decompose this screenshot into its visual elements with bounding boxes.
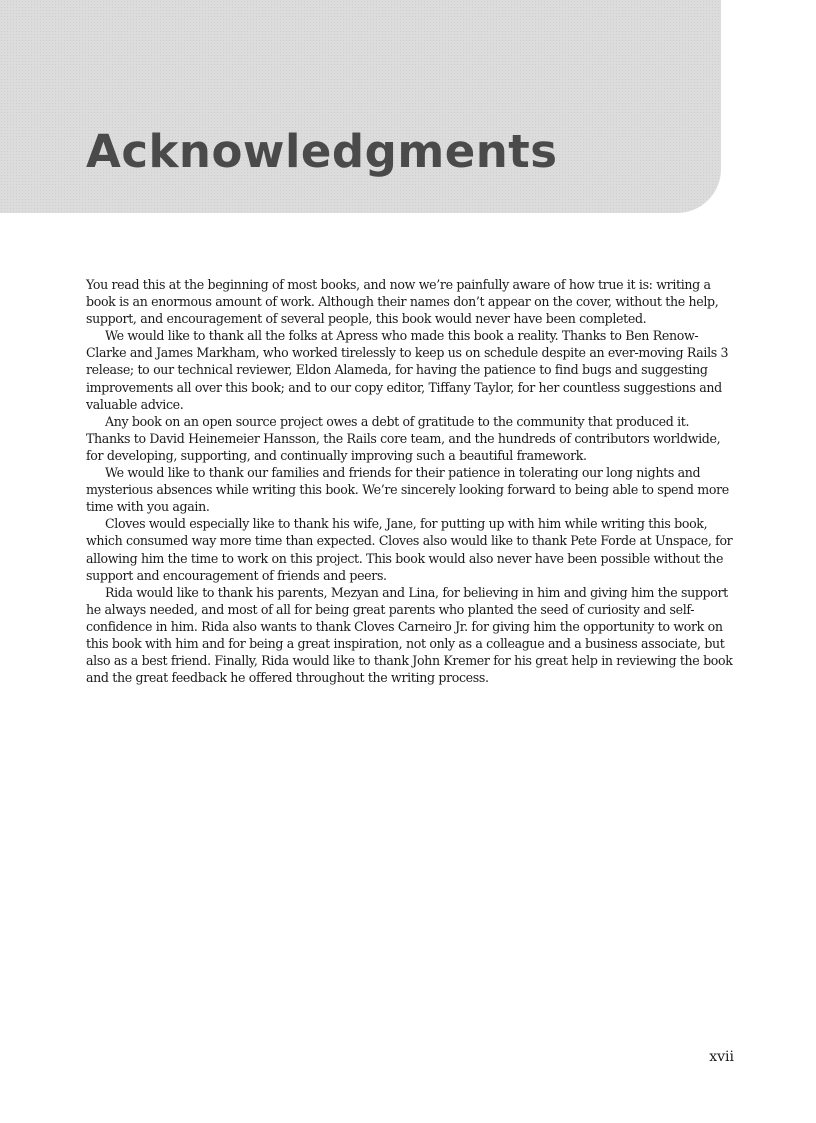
paragraph: We would like to thank our families and friends for their patience in tolerating our long nights and mysterious absences while writing this book. We’re sincerely looking forward to being able to spend more time with you again. xyxy=(86,465,729,515)
paragraph: Any book on an open source project owes a debt of gratitude to the community that produced it. Thanks to David Heinemeier Hansson, the Rails core team, and the hundreds of contributors worldwide, for developing, supporting, and continually improving such a beautiful framework. xyxy=(86,413,721,463)
body-text xyxy=(86,276,736,686)
chapter-title: Acknowledgments xyxy=(86,125,558,178)
page-number: xvii xyxy=(709,1049,734,1065)
paragraph: We would like to thank all the folks at Apress who made this book a reality. Thanks to Ben Renow-Clarke and James Markham, who worked tirelessly to keep us on schedule despite an ever-moving Rails 3 release; to our technical reviewer, Eldon Alameda, for having the patience to find bugs and suggesting improvements all over this book; and to our copy editor, Tiffany Taylor, for her countless suggestions and valuable advice. xyxy=(86,328,729,412)
paragraph: Rida would like to thank his parents, Mezyan and Lina, for believing in him and giving him the support he always needed, and most of all for being great parents who planted the seed of curiosity and self-confidence in him. Rida also wants to thank Cloves Carneiro Jr. for giving him the opportunity to work on this book with him and for being a great inspiration, not only as a colleague and a business associate, but also as a best friend. Finally, Rida would like to thank John Kremer for his great help in reviewing the book and the great feedback he offered throughout the writing process. xyxy=(86,584,733,686)
paragraph: You read this at the beginning of most books, and now we’re painfully aware of how true it is: writing a book is an enormous amount of work. Although their names don’t appear on the cover, without the help, support, and encouragement of several people, this book would never have been completed. xyxy=(86,277,719,327)
paragraph: Cloves would especially like to thank his wife, Jane, for putting up with him while writing this book, which consumed way more time than expected. Cloves also would like to thank Pete Forde at Unspace, for allowing him the time to work on this project. This book would also never have been possible without the support and encouragement of friends and peers. xyxy=(86,516,733,583)
